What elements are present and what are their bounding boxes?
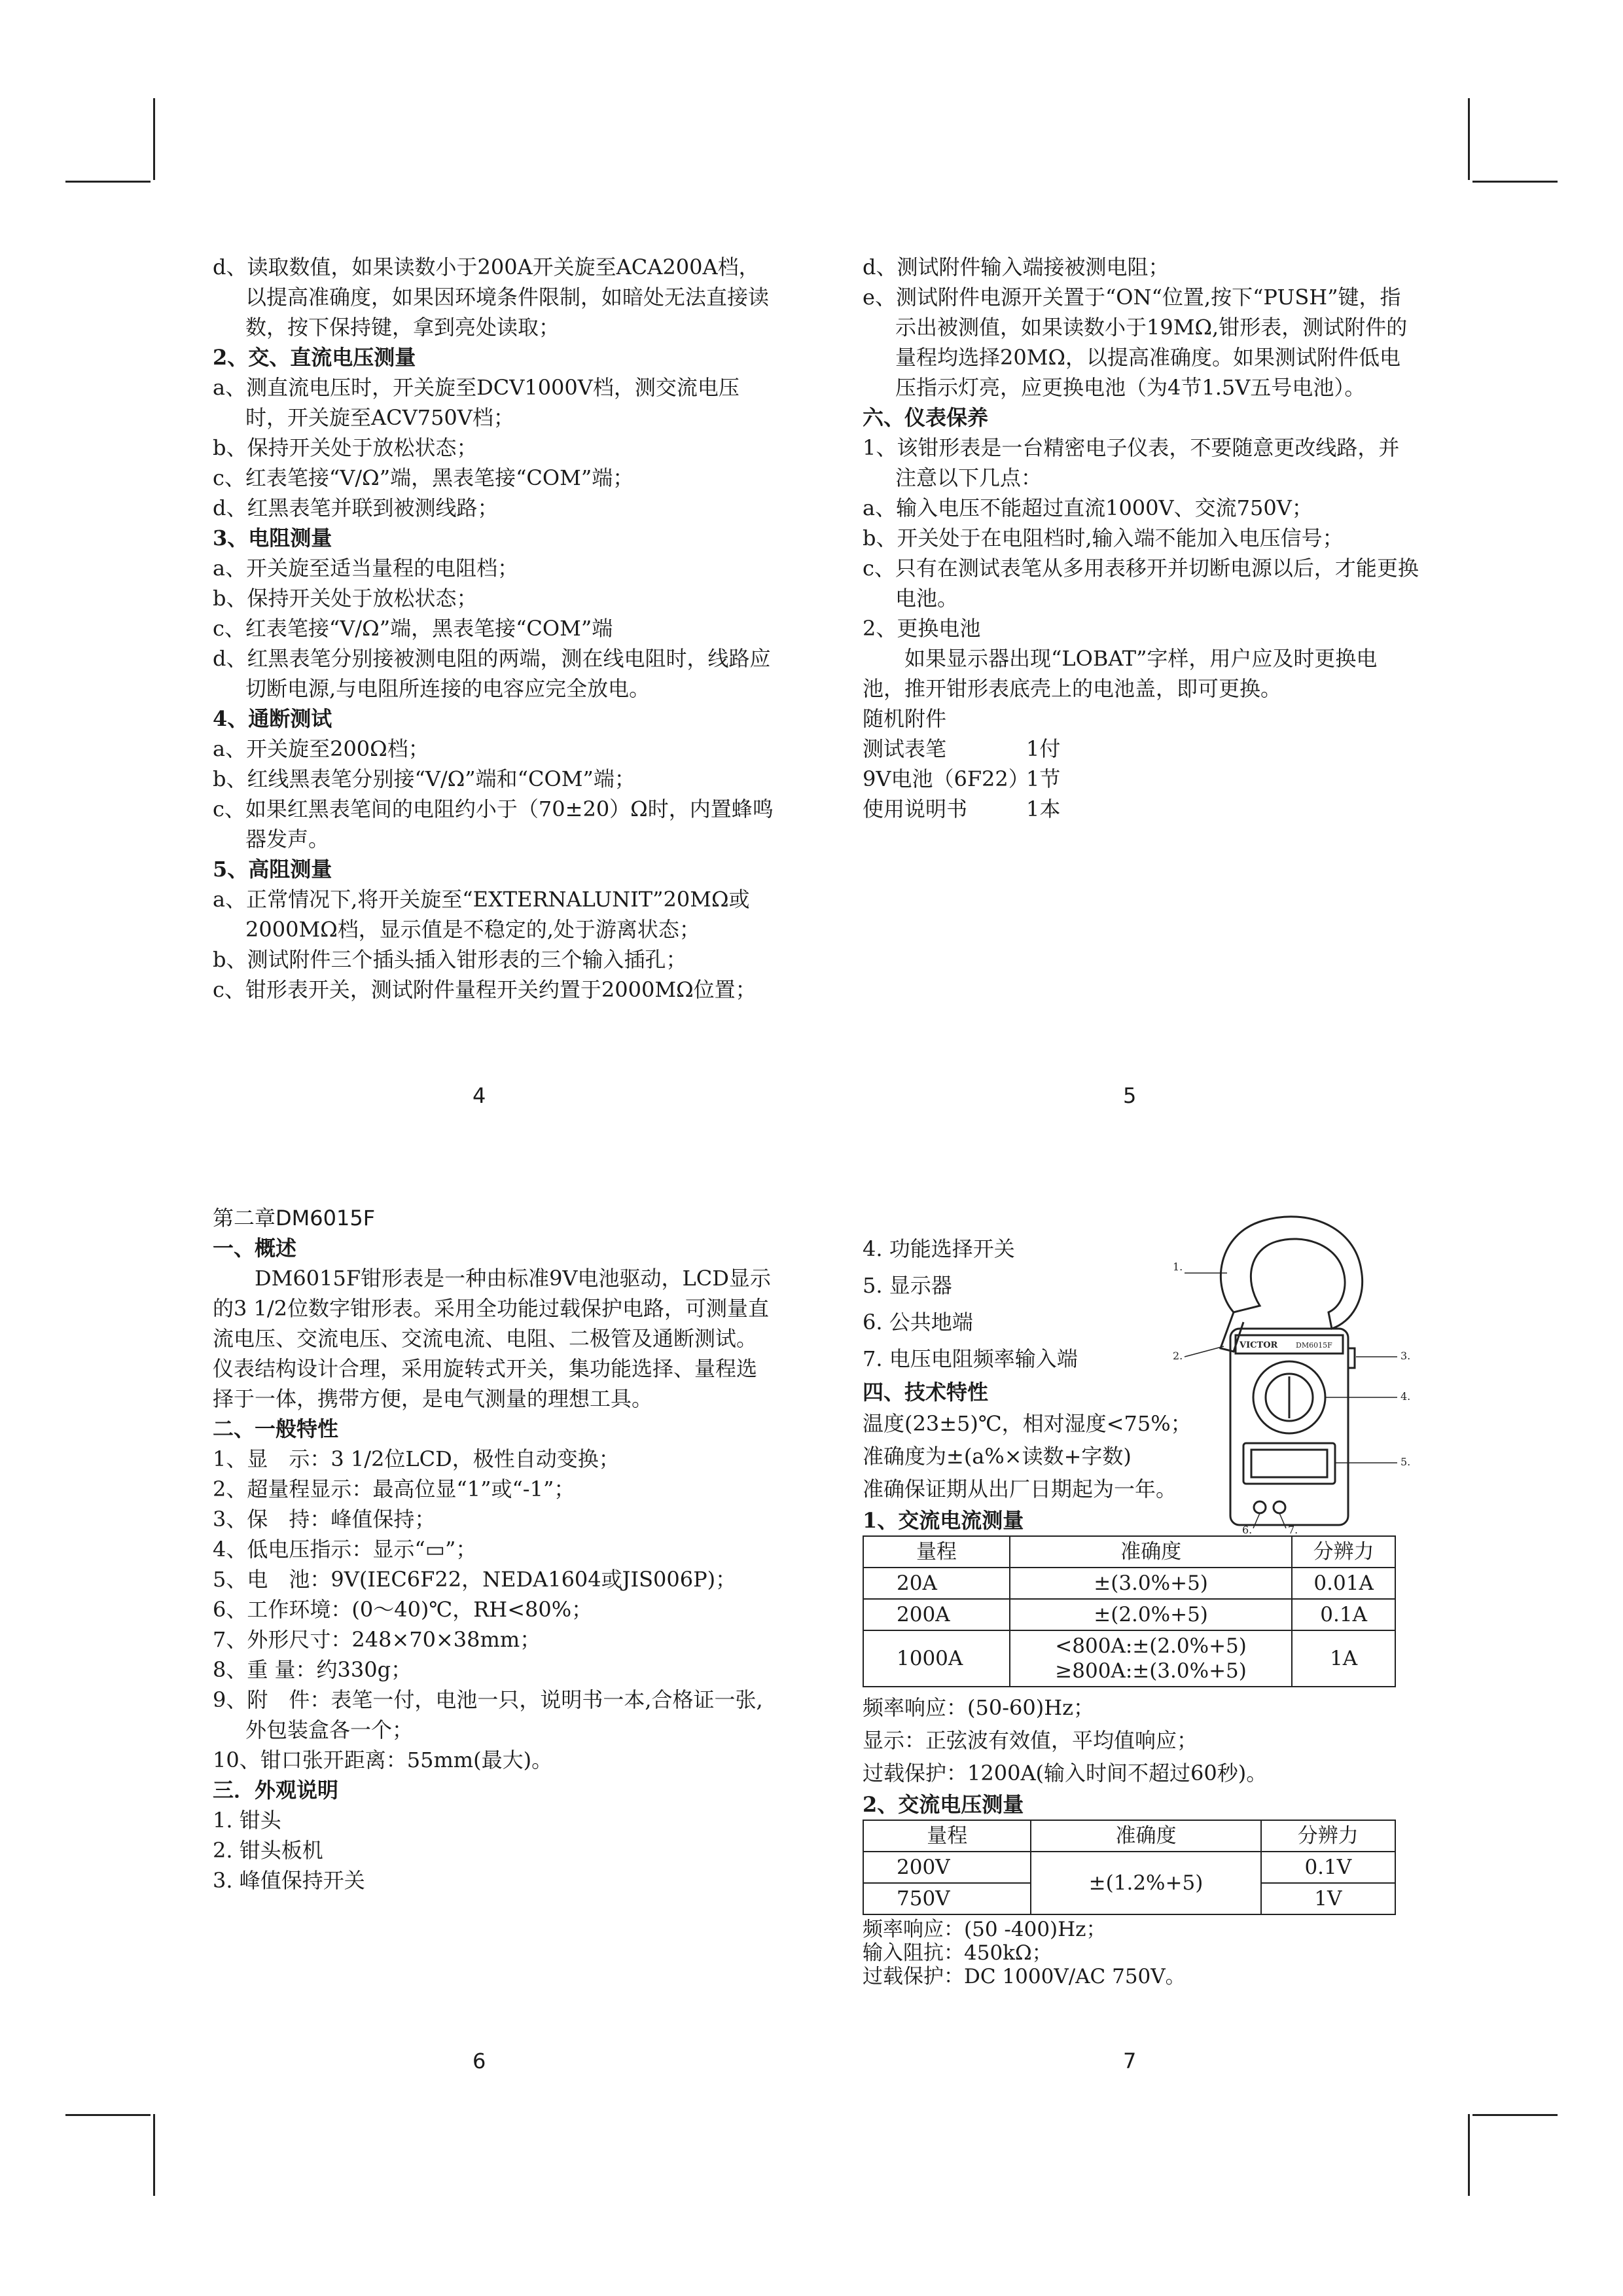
- crop-mark-bl-h: [65, 2114, 151, 2116]
- clamp-meter-figure: [1171, 1208, 1433, 1535]
- page-4-column: [213, 252, 776, 1005]
- list-item: 6、工作环境：(0～40)℃，RH<80%；: [213, 1597, 593, 1622]
- list-item: a、开关旋至适当量程的电阻档；: [213, 556, 519, 581]
- tech-title: 四、技术特性: [863, 1380, 989, 1405]
- appearance-title: 三．外观说明: [213, 1778, 339, 1803]
- range-cell: 20A: [863, 1568, 1010, 1599]
- resolution-cell: 0.1A: [1292, 1599, 1395, 1630]
- battery-replace-paragraph: 如果显示器出现“LOBAT”字样，用户应及时更换电池，推开钳形表底壳上的电池盖，即可更换。: [863, 646, 1378, 701]
- accessories-list: [863, 734, 1419, 824]
- page-number-6: 6: [473, 2049, 486, 2073]
- ac-current-notes: [863, 1691, 1438, 1789]
- range-cell: 1000A: [863, 1630, 1010, 1687]
- note-item: 输入阻抗：450kΩ；: [863, 1941, 1052, 1965]
- list-item: d、读取数值，如果读数小于200A开关旋至ACA200A档，以提高准确度，如果因环境条件限制，如暗处无法直接读数，按下保持键，拿到亮处读取；: [213, 255, 770, 340]
- model-label: DM6015F: [1296, 1341, 1332, 1350]
- page-number-7: 7: [1123, 2049, 1137, 2073]
- list-item: 7、外形尺寸：248×70×38mm；: [213, 1627, 541, 1652]
- meter-body: [1230, 1329, 1348, 1525]
- list-item: 温度(23±5)℃，相对湿度<75%；: [863, 1411, 1192, 1436]
- crop-mark-bl-v: [153, 2114, 155, 2196]
- crop-mark-tl-h: [65, 181, 151, 183]
- list-item: 10、钳口张开距离：55mm(最大)。: [213, 1748, 553, 1772]
- overview-title: 一、概述: [213, 1236, 297, 1261]
- general-list: [213, 1444, 776, 1775]
- accessories-title: 随机附件: [863, 706, 947, 731]
- list-item: b、红线黑表笔分别接“V/Ω”端和“COM”端；: [213, 766, 635, 791]
- list-item: 2. 钳头板机: [213, 1838, 323, 1863]
- list-item: d、红黑表笔并联到被测线路；: [213, 495, 499, 520]
- list-item: c、红表笔接“V/Ω”端，黑表笔接“COM”端；: [213, 465, 634, 490]
- list-item: 5、电 池：9V(IEC6F22，NEDA1604或JIS006P)；: [213, 1567, 737, 1592]
- table-row: [863, 1568, 1395, 1599]
- crop-mark-tl-v: [153, 98, 155, 180]
- list-item: d、测试附件输入端接被测电阻；: [863, 255, 1169, 279]
- list-item: 5. 显示器: [863, 1273, 952, 1298]
- ac-voltage-table: [863, 1820, 1396, 1915]
- accessory-qty: 1本: [1026, 797, 1061, 821]
- list-item: c、如果红黑表笔间的电阻约小于（70±20）Ω时，内置蜂鸣器发声。: [213, 797, 774, 852]
- list-item: b、开关处于在电阻档时,输入端不能加入电压信号；: [863, 526, 1344, 550]
- list-item: 2、更换电池: [863, 616, 981, 641]
- list-item: 3、保 持：峰值保持；: [213, 1507, 436, 1532]
- list-item: a、开关旋至200Ω档；: [213, 736, 429, 761]
- list-item: 9、附 件：表笔一付，电池一只，说明书一本,合格证一张,外包装盒各一个；: [213, 1687, 763, 1742]
- clamp-jaw: [1221, 1217, 1362, 1329]
- list-item: b、保持开关处于放松状态；: [213, 435, 478, 460]
- accessory-name: 测试表笔: [863, 736, 947, 761]
- label-1: 1.: [1173, 1261, 1183, 1273]
- accuracy-value-2: ≥800A:±(3.0%+5): [1055, 1659, 1247, 1683]
- label-4: 4.: [1400, 1390, 1411, 1403]
- page-5-column: [863, 252, 1419, 824]
- accuracy-value: <800A:±(2.0%+5): [1055, 1634, 1247, 1658]
- acv-range-cell: 750V: [863, 1883, 1031, 1914]
- list-item: c、钳形表开关，测试附件量程开关约置于2000MΩ位置；: [213, 977, 757, 1002]
- brand-logo: VICTOR: [1240, 1340, 1278, 1350]
- list-item: c、红表笔接“V/Ω”端，黑表笔接“COM”端: [213, 616, 613, 641]
- section-heading: 六、仪表保养: [863, 405, 989, 430]
- chapter-title: 第二章DM6015F: [213, 1206, 376, 1230]
- table-row: [863, 1630, 1395, 1687]
- crop-mark-tr-v: [1468, 98, 1470, 180]
- section-heading: 3、电阻测量: [213, 526, 332, 550]
- note-item: 显示：正弦波有效值，平均值响应；: [863, 1728, 1198, 1753]
- acv-header-resolution: 分辨力: [1261, 1820, 1395, 1852]
- acv-header-accuracy: 准确度: [1031, 1820, 1260, 1852]
- page-number-4: 4: [473, 1083, 486, 1108]
- note-item: 频率响应：(50-60)Hz；: [863, 1695, 1094, 1720]
- list-item: 4、低电压指示：显示“▭”；: [213, 1537, 477, 1562]
- list-item: b、保持开关处于放松状态；: [213, 586, 478, 611]
- list-item: b、测试附件三个插头插入钳形表的三个输入插孔；: [213, 947, 687, 972]
- accessory-qty: 1节: [1026, 766, 1061, 791]
- label-3: 3.: [1400, 1350, 1411, 1362]
- accuracy-cell: [1010, 1599, 1292, 1630]
- overview-paragraph: DM6015F钳形表是一种由标准9V电池驱动，LCD显示的3 1/2位数字钳形表。采用全功能过载保护电路，可测量直流电压、交流电压、交流电流、电阻、二极管及通断测试。仪表结构设计合理，采用旋转式开关，集功能选择、量程选择于一体，携带方便，是电气测量的理想工具。: [213, 1266, 771, 1411]
- table-row: [863, 1852, 1395, 1883]
- resolution-cell: 0.01A: [1292, 1568, 1395, 1599]
- header-resolution: 分辨力: [1292, 1536, 1395, 1568]
- acv-resolution-cell: 1V: [1261, 1883, 1395, 1914]
- leader-7: [1279, 1513, 1286, 1528]
- list-item: e、测试附件电源开关置于“ON“位置,按下“PUSH”键，指示出被测值，如果读数小于19MΩ,钳形表，测试附件的量程均选择20MΩ，以提高准确度。如果测试附件低电压指示灯亮，应更换电池（为4节1.5V五号电池）。: [863, 285, 1408, 400]
- crop-mark-br-h: [1472, 2114, 1558, 2116]
- page-6-column: [213, 1203, 776, 1895]
- list-item: a、测直流电压时，开关旋至DCV1000V档，测交流电压时，开关旋至ACV750V档；: [213, 375, 740, 430]
- terminal-com: [1254, 1501, 1266, 1513]
- leader-6: [1253, 1513, 1260, 1528]
- list-item: 1. 钳头: [213, 1808, 281, 1833]
- list-item: 6. 公共地端: [863, 1310, 973, 1335]
- page-number-5: 5: [1123, 1083, 1137, 1108]
- list-item: 7. 电压电阻频率输入端: [863, 1346, 1078, 1371]
- list-item: 1、显 示：3 1/2位LCD，极性自动变换；: [213, 1446, 620, 1471]
- crop-mark-br-v: [1468, 2114, 1470, 2196]
- accuracy-cell: [1010, 1568, 1292, 1599]
- accuracy-value: ±(3.0%+5): [1094, 1571, 1208, 1595]
- header-range: 量程: [863, 1536, 1010, 1568]
- list-item: c、只有在测试表笔从多用表移开并切断电源以后，才能更换电池。: [863, 556, 1419, 611]
- accessory-qty: 1付: [1026, 736, 1061, 761]
- list-item: 8、重 量：约330g；: [213, 1657, 412, 1682]
- label-5: 5.: [1400, 1456, 1411, 1468]
- accuracy-value: ±(2.0%+5): [1094, 1603, 1208, 1626]
- list-item: d、红黑表笔分别接被测电阻的两端，测在线电阻时，线路应切断电源,与电阻所连接的电容应完全放电。: [213, 646, 771, 701]
- list-item: 3. 峰值保持开关: [213, 1868, 365, 1893]
- note-item: 频率响应：(50 -400)Hz；: [863, 1918, 1107, 1941]
- list-item: a、输入电压不能超过直流1000V、交流750V；: [863, 495, 1313, 520]
- note-item: 过载保护：1200A(输入时间不超过60秒)。: [863, 1761, 1268, 1785]
- label-6: 6.: [1242, 1524, 1253, 1535]
- header-accuracy: 准确度: [1010, 1536, 1292, 1568]
- hold-button: [1348, 1348, 1355, 1368]
- acv-range-cell: 200V: [863, 1852, 1031, 1883]
- ac-current-table: [863, 1535, 1396, 1687]
- acv-resolution-cell: 0.1V: [1261, 1852, 1395, 1883]
- acc-title: 1、交流电流测量: [863, 1508, 1024, 1533]
- resolution-cell: 1A: [1292, 1630, 1395, 1687]
- list-item: 4. 功能选择开关: [863, 1236, 1015, 1261]
- label-7: 7.: [1288, 1524, 1298, 1535]
- acv-title: 2、交流电压测量: [863, 1792, 1024, 1817]
- list-item: a、正常情况下,将开关旋至“EXTERNALUNIT”20MΩ或2000MΩ档，显示值是不稳定的,处于游离状态；: [213, 887, 750, 942]
- list-item: 准确度为±(a%×读数+字数): [863, 1444, 1132, 1469]
- lcd-inner: [1251, 1450, 1327, 1477]
- general-title: 二、一般特性: [213, 1416, 339, 1441]
- accessory-name: 9V电池（6F22）: [863, 766, 1029, 791]
- ac-voltage-notes: [863, 1918, 1438, 1988]
- section-heading: 2、交、直流电压测量: [213, 345, 416, 370]
- accuracy-cell: [1010, 1630, 1292, 1687]
- note-item: 过载保护：DC 1000V/AC 750V。: [863, 1965, 1186, 1988]
- range-cell: 200A: [863, 1599, 1010, 1630]
- list-item: 1、该钳形表是一台精密电子仪表，不要随意更改线路，并注意以下几点：: [863, 435, 1400, 490]
- crop-mark-tr-h: [1472, 181, 1558, 183]
- leader-2: [1185, 1346, 1224, 1357]
- list-item: 2、超量程显示：最高位显“1”或“-1”；: [213, 1477, 575, 1501]
- list-item: 准确保证期从出厂日期起为一年。: [863, 1477, 1177, 1501]
- label-2: 2.: [1173, 1350, 1183, 1362]
- acv-accuracy-cell: ±(1.2%+5): [1031, 1852, 1260, 1914]
- appearance-list: [213, 1805, 776, 1895]
- section-heading: 4、通断测试: [213, 706, 332, 731]
- accessory-name: 使用说明书: [863, 797, 968, 821]
- acv-header-range: 量程: [863, 1820, 1031, 1852]
- table-row: [863, 1599, 1395, 1630]
- section-heading: 5、高阻测量: [213, 857, 332, 882]
- terminal-v: [1274, 1501, 1285, 1513]
